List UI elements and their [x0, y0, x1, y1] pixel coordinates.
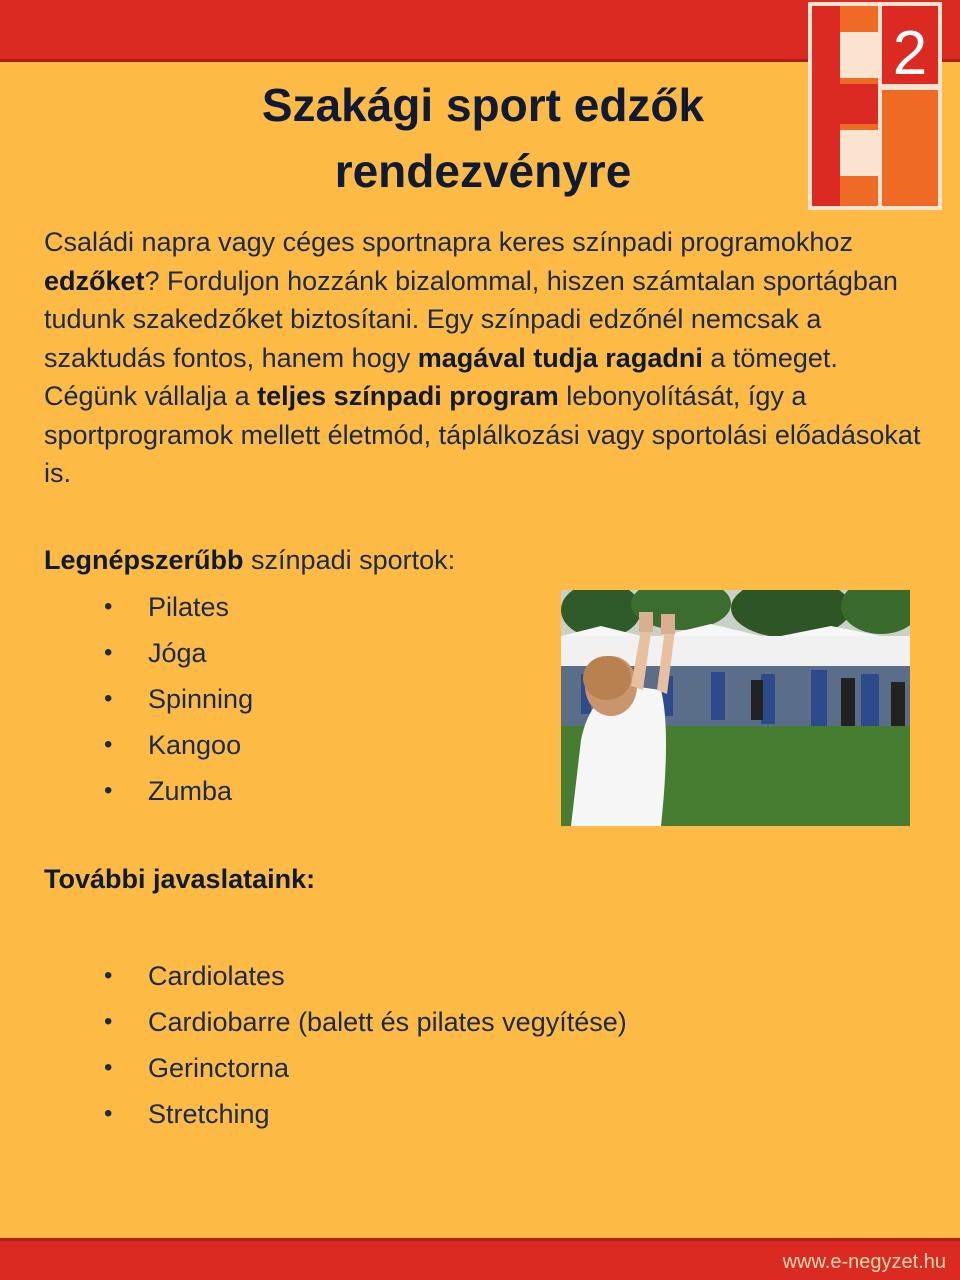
- list-item: • Cardiobarre (balett és pilates vegyítése): [104, 999, 627, 1045]
- list-item: • Spinning: [104, 676, 253, 722]
- further-suggestions-heading: További javaslataink:: [44, 864, 316, 894]
- list-item: • Cardiolates: [104, 953, 627, 999]
- popular-heading-bold: Legnépszerűbb: [44, 545, 244, 575]
- intro-text-4: lebonyolítását, így a sportprogramok mellett életmód, táplálkozási vagy sportolási előadásokat is.: [44, 381, 921, 488]
- list-item: • Kangoo: [104, 722, 253, 768]
- popular-sports-list: [104, 584, 253, 814]
- intro-text-1: Családi napra vagy céges sportnapra keres színpadi programokhoz: [44, 227, 853, 257]
- logo-digit: 2: [892, 19, 928, 88]
- outdoor-aerobics-photo: [561, 590, 910, 826]
- intro-bold-2: magával tudja ragadni: [417, 342, 703, 373]
- page-title: [190, 72, 776, 204]
- intro-bold-3: teljes színpadi program: [257, 381, 559, 411]
- popular-heading-rest: színpadi sportok:: [243, 545, 456, 575]
- intro-text-3: a tömeget. Cégünk vállalja a: [44, 342, 838, 411]
- intro-text-2: ? Forduljon hozzánk bizalommal, hiszen számtalan sportágban tudunk szakedzőket biztosítani. Egy színpadi edzőnél nemcsak a szaktudás fontos, hanem hogy: [44, 265, 898, 373]
- list-item: • Zumba: [104, 768, 253, 814]
- further-suggestions-list: [104, 953, 627, 1137]
- list-item: • Jóga: [104, 630, 253, 676]
- popular-sports-heading: [44, 541, 455, 579]
- e-negyzet-logo-icon: [808, 2, 942, 210]
- title-line-2: rendezvényre: [334, 145, 632, 197]
- list-item: • Gerinctorna: [104, 1045, 627, 1091]
- intro-bold-1: edzőket: [44, 265, 145, 296]
- bottom-banner: [0, 1238, 960, 1280]
- title-line-1: Szakági sport edzők: [261, 79, 705, 131]
- website-url[interactable]: www.e-negyzet.hu: [782, 1251, 946, 1273]
- list-item: • Stretching: [104, 1091, 627, 1137]
- intro-paragraph: [44, 223, 924, 493]
- list-item: • Pilates: [104, 584, 253, 630]
